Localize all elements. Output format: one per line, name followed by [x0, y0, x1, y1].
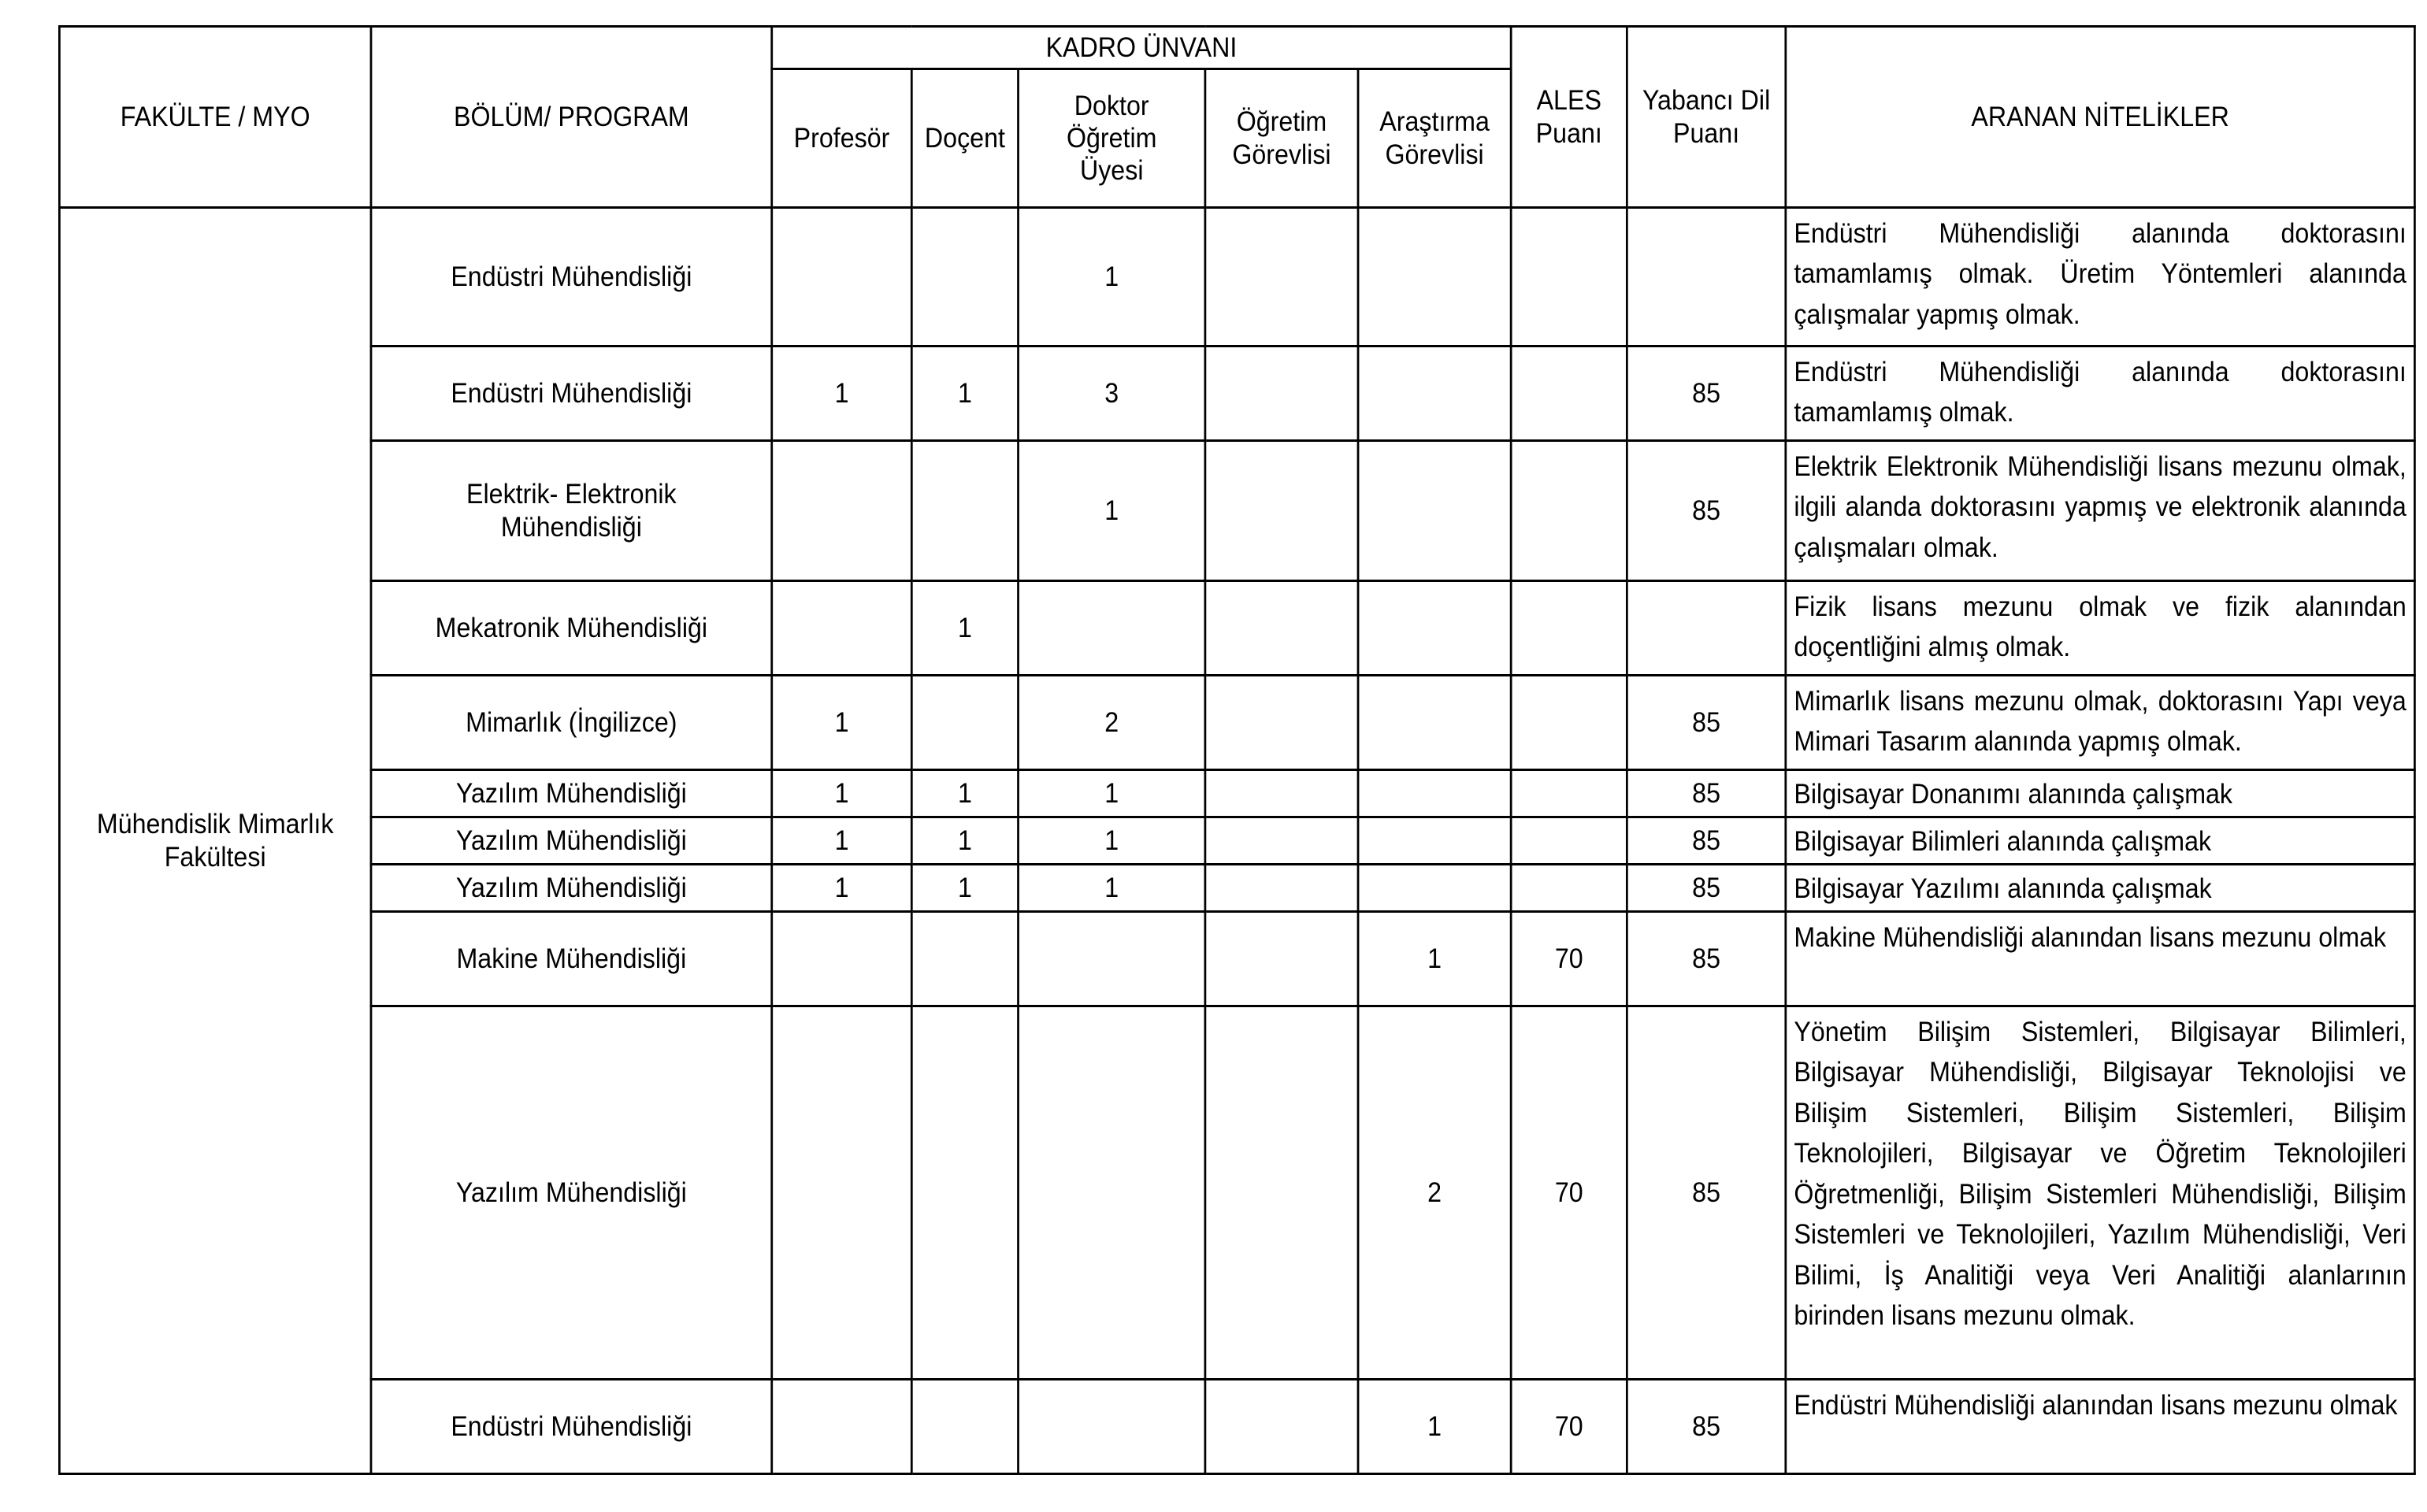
professor-count-cell	[772, 1380, 912, 1474]
lecturer-count-cell	[1205, 676, 1358, 770]
lecturer-count-cell	[1205, 581, 1358, 676]
doctor-header-line: Öğretim	[1066, 122, 1157, 154]
table-body	[59, 208, 2414, 1474]
ales-count-cell	[1511, 441, 1627, 581]
professor-count-cell	[772, 1006, 912, 1380]
table-row	[59, 1006, 2414, 1380]
research-count-cell	[1358, 441, 1511, 581]
research-assistant-header	[1358, 69, 1511, 208]
language-count-cell: 85	[1627, 1380, 1785, 1474]
faculty-line: Mühendislik Mimarlık	[96, 809, 334, 840]
table-row	[59, 1380, 2414, 1474]
doctor-count-cell	[1019, 581, 1205, 676]
department-cell	[371, 817, 772, 865]
department-cell	[371, 581, 772, 676]
department-header: BÖLÜM/ PROGRAM	[371, 27, 772, 208]
lecturer-count-cell	[1205, 1380, 1358, 1474]
table-header	[59, 27, 2414, 208]
lecturer-count-cell	[1205, 208, 1358, 346]
research-count-cell	[1358, 770, 1511, 817]
language-count-cell: 85	[1627, 817, 1785, 865]
language-count-cell: 85	[1627, 770, 1785, 817]
language-count-cell: 85	[1627, 1006, 1785, 1380]
lecturer-header-line: Görevlisi	[1232, 139, 1331, 170]
doctor-header-line: Üyesi	[1079, 155, 1144, 187]
associate-count-cell	[911, 1006, 1018, 1380]
language-header-line: Yabancı Dil	[1642, 85, 1771, 117]
department-cell	[371, 912, 772, 1006]
ales-count-cell: 70	[1511, 1380, 1627, 1474]
ales-header-line: Puanı	[1535, 117, 1602, 149]
ales-count-cell	[1511, 770, 1627, 817]
ales-header	[1511, 27, 1627, 208]
associate-header: Doçent	[911, 69, 1018, 208]
department-cell	[371, 346, 772, 441]
language-count-cell	[1627, 208, 1785, 346]
requirements-cell: Fizik lisans mezunu olmak ve fizik alanından doçentliğini almış olmak.	[1786, 581, 2415, 676]
ales-count-cell	[1511, 676, 1627, 770]
requirements-cell: Mimarlık lisans mezunu olmak, doktorasını Yapı veya Mimari Tasarım alanında yapmış olmak.	[1786, 676, 2415, 770]
doctor-count-cell: 1	[1019, 865, 1205, 912]
research-count-cell	[1358, 676, 1511, 770]
requirements-cell: Makine Mühendisliği alanından lisans mezunu olmak	[1786, 912, 2415, 1006]
professor-count-cell	[772, 441, 912, 581]
table-row	[59, 817, 2414, 865]
language-score-header	[1627, 27, 1785, 208]
research-count-cell	[1358, 581, 1511, 676]
department-cell	[371, 865, 772, 912]
kadro-unvani-header: KADRO ÜNVANI	[772, 27, 1511, 69]
doctor-count-cell	[1019, 912, 1205, 1006]
ales-count-cell	[1511, 581, 1627, 676]
department-line: Makine Mühendisliği	[456, 943, 687, 974]
research-count-cell	[1358, 208, 1511, 346]
associate-count-cell: 1	[911, 817, 1018, 865]
research-count-cell	[1358, 817, 1511, 865]
department-line: Mekatronik Mühendisliği	[435, 612, 708, 643]
department-cell	[371, 208, 772, 346]
research-count-cell	[1358, 346, 1511, 441]
lecturer-count-cell	[1205, 441, 1358, 581]
research-count-cell: 2	[1358, 1006, 1511, 1380]
doctor-count-cell: 3	[1019, 346, 1205, 441]
table-row	[59, 865, 2414, 912]
faculty-header: FAKÜLTE / MYO	[59, 27, 371, 208]
ales-count-cell	[1511, 865, 1627, 912]
doctor-header	[1019, 69, 1205, 208]
associate-count-cell: 1	[911, 865, 1018, 912]
department-line: Endüstri Mühendisliği	[451, 377, 692, 409]
doctor-count-cell: 1	[1019, 770, 1205, 817]
professor-count-cell: 1	[772, 346, 912, 441]
department-cell	[371, 676, 772, 770]
associate-count-cell: 1	[911, 581, 1018, 676]
department-cell	[371, 441, 772, 581]
lecturer-count-cell	[1205, 912, 1358, 1006]
ales-count-cell	[1511, 208, 1627, 346]
doctor-count-cell: 1	[1019, 208, 1205, 346]
professor-count-cell: 1	[772, 770, 912, 817]
research-count-cell: 1	[1358, 1380, 1511, 1474]
lecturer-count-cell	[1205, 1006, 1358, 1380]
research-header-line: Araştırma	[1379, 106, 1490, 138]
lecturer-count-cell	[1205, 770, 1358, 817]
associate-count-cell	[911, 208, 1018, 346]
professor-header: Profesör	[772, 69, 912, 208]
research-header-line: Görevlisi	[1385, 139, 1484, 170]
table-row	[59, 208, 2414, 346]
associate-count-cell	[911, 1380, 1018, 1474]
lecturer-count-cell	[1205, 817, 1358, 865]
requirements-header: ARANAN NİTELİKLER	[1786, 27, 2415, 208]
professor-count-cell	[772, 581, 912, 676]
department-line: Yazılım Mühendisliği	[455, 777, 687, 809]
associate-count-cell	[911, 676, 1018, 770]
doctor-count-cell: 1	[1019, 441, 1205, 581]
professor-count-cell	[772, 912, 912, 1006]
research-count-cell	[1358, 865, 1511, 912]
doctor-count-cell: 1	[1019, 817, 1205, 865]
language-count-cell: 85	[1627, 865, 1785, 912]
associate-count-cell: 1	[911, 346, 1018, 441]
department-cell	[371, 770, 772, 817]
doctor-header-line: Doktor	[1074, 90, 1149, 121]
table-row	[59, 912, 2414, 1006]
requirements-cell: Bilgisayar Bilimleri alanında çalışmak	[1786, 817, 2415, 865]
ales-count-cell	[1511, 346, 1627, 441]
faculty-line: Fakültesi	[164, 841, 266, 873]
department-cell	[371, 1006, 772, 1380]
requirements-cell: Elektrik Elektronik Mühendisliği lisans mezunu olmak, ilgili alanda doktorasını yapmış ve elektronik alanında çalışmaları olmak.	[1786, 441, 2415, 581]
associate-count-cell: 1	[911, 770, 1018, 817]
staff-positions-table	[58, 25, 2416, 1475]
table-row	[59, 346, 2414, 441]
associate-count-cell	[911, 441, 1018, 581]
professor-count-cell: 1	[772, 676, 912, 770]
language-count-cell: 85	[1627, 912, 1785, 1006]
department-line: Mimarlık (İngilizce)	[466, 706, 677, 738]
lecturer-header	[1205, 69, 1358, 208]
table-row	[59, 770, 2414, 817]
requirements-cell: Bilgisayar Donanımı alanında çalışmak	[1786, 770, 2415, 817]
research-count-cell: 1	[1358, 912, 1511, 1006]
department-line: Endüstri Mühendisliği	[451, 261, 692, 292]
faculty-cell	[59, 208, 371, 1474]
ales-header-line: ALES	[1536, 85, 1601, 117]
table-row	[59, 581, 2414, 676]
ales-count-cell: 70	[1511, 912, 1627, 1006]
department-line: Endüstri Mühendisliği	[451, 1410, 692, 1442]
department-cell	[371, 1380, 772, 1474]
department-line: Mühendisliği	[500, 511, 642, 543]
requirements-cell: Endüstri Mühendisliği alanından lisans mezunu olmak	[1786, 1380, 2415, 1474]
department-line: Yazılım Mühendisliği	[455, 872, 687, 903]
table-row	[59, 441, 2414, 581]
requirements-cell: Yönetim Bilişim Sistemleri, Bilgisayar Bilimleri, Bilgisayar Mühendisliği, Bilgisayar Teknolojisi ve Bilişim Sistemleri, Bilişim Sistemleri, Bilişim Teknolojileri, Bilgisayar ve Öğretim Teknolojileri Öğretmenliği, Bilişim Sistemleri Mühendisliği, Bilişim Sistemleri ve Teknolojileri, Yazılım Mühendisliği, Veri Bilimi, İş Analitiği veya Veri Analitiği alanlarının birinden lisans mezunu olmak.	[1786, 1006, 2415, 1380]
language-header-line: Puanı	[1673, 117, 1740, 149]
department-line: Elektrik- Elektronik	[466, 479, 677, 510]
lecturer-count-cell	[1205, 865, 1358, 912]
department-line: Yazılım Mühendisliği	[455, 1177, 687, 1208]
doctor-count-cell: 2	[1019, 676, 1205, 770]
requirements-cell: Endüstri Mühendisliği alanında doktorasını tamamlamış olmak.	[1786, 346, 2415, 441]
lecturer-header-line: Öğretim	[1236, 106, 1327, 138]
ales-count-cell	[1511, 817, 1627, 865]
professor-count-cell	[772, 208, 912, 346]
ales-count-cell: 70	[1511, 1006, 1627, 1380]
language-count-cell: 85	[1627, 441, 1785, 581]
language-count-cell	[1627, 581, 1785, 676]
lecturer-count-cell	[1205, 346, 1358, 441]
professor-count-cell: 1	[772, 865, 912, 912]
language-count-cell: 85	[1627, 346, 1785, 441]
doctor-count-cell	[1019, 1380, 1205, 1474]
professor-count-cell: 1	[772, 817, 912, 865]
language-count-cell: 85	[1627, 676, 1785, 770]
requirements-cell: Bilgisayar Yazılımı alanında çalışmak	[1786, 865, 2415, 912]
department-line: Yazılım Mühendisliği	[455, 825, 687, 856]
requirements-cell: Endüstri Mühendisliği alanında doktorasını tamamlamış olmak. Üretim Yöntemleri alanında çalışmalar yapmış olmak.	[1786, 208, 2415, 346]
associate-count-cell	[911, 912, 1018, 1006]
doctor-count-cell	[1019, 1006, 1205, 1380]
table-row	[59, 676, 2414, 770]
